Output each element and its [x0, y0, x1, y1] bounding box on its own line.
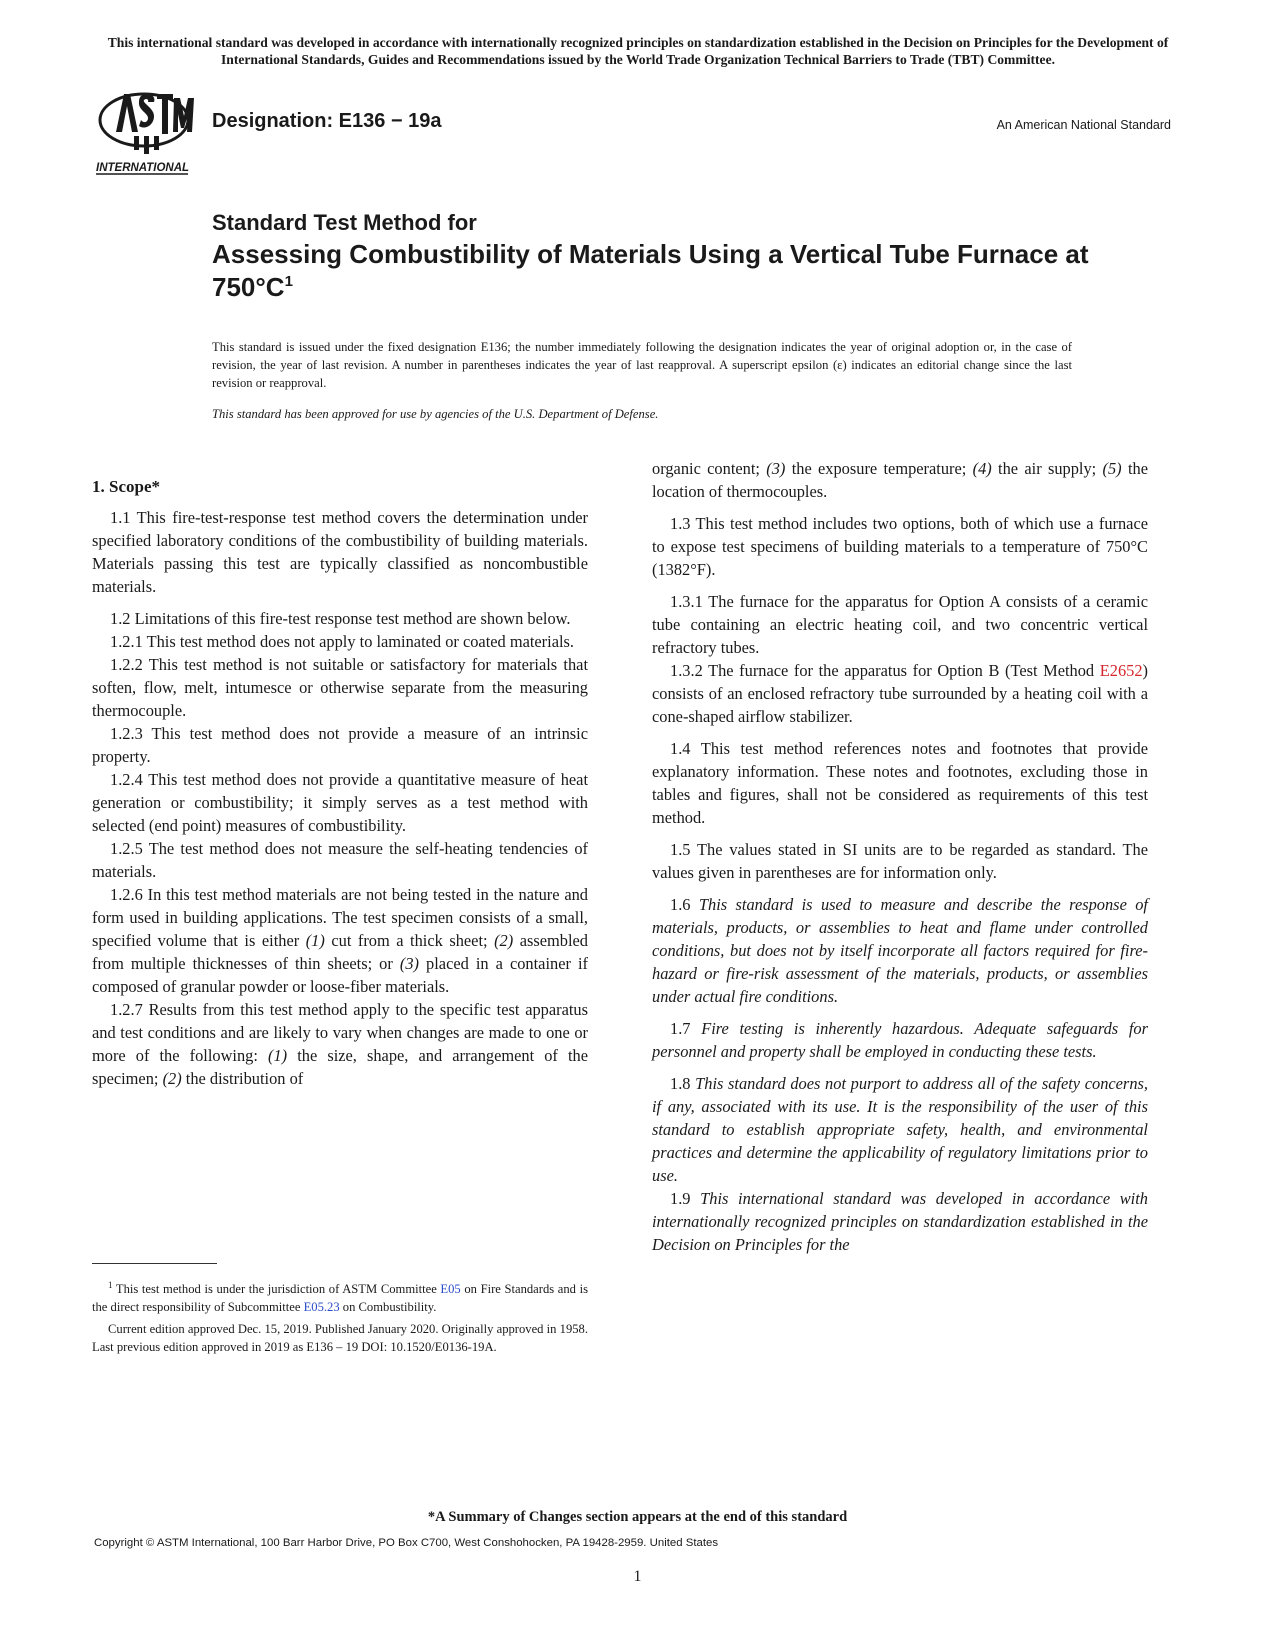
left-column [92, 475, 588, 1090]
page-number: 1 [633, 1568, 642, 1585]
para-1-2-7: 1.2.7 Results from this test method apply to the specific test apparatus and test conditions and are likely to vary when changes are made to one or more of the following: (1) the size, shape, and arrangement of the specimen; (2) the distribution of [92, 1000, 588, 1088]
footnote-edition: Current edition approved Dec. 15, 2019. Published January 2020. Originally approved in 1958. Last previous edition approved in 2019 as E136 – 19 DOI: 10.1520/E0136-19A. [92, 1322, 588, 1355]
title-line1: Standard Test Method for [212, 210, 477, 235]
para-1-8: 1.8 This standard does not purport to address all of the safety concerns, if any, associated with its use. It is the responsibility of the user of this standard to establish appropriate safety, health, and environmental practices and determine the applicability of regulatory limitations prior to use. [652, 1074, 1148, 1185]
footnotes [92, 1276, 588, 1360]
para-1-2-6: 1.2.6 In this test method materials are not being tested in the nature and form used in building applications. The test specimen consists of a small, specified volume that is either (1) cut from a thick sheet; (2) assembled from multiple thicknesses of thin sheets; or (3) placed in a container if composed of granular powder or loose-fiber materials. [92, 885, 589, 996]
para-1-7: 1.7 Fire testing is inherently hazardous. Adequate safeguards for personnel and property shall be employed in conducting these tests. [652, 1019, 1148, 1061]
copyright: Copyright © ASTM International, 100 Barr Harbor Drive, PO Box C700, West Conshohocken, PA 19428-2959. United States [94, 1537, 719, 1549]
title-footnote-ref[interactable]: 1 [284, 273, 293, 290]
section-heading-scope: 1. Scope* [92, 477, 160, 496]
american-national-standard: An American National Standard [996, 118, 1171, 132]
summary-of-changes-note: *A Summary of Changes section appears at the end of this standard [427, 1509, 848, 1525]
para-1-3-2: 1.3.2 The furnace for the apparatus for Option B (Test Method E2652) consists of an enclosed refractory tube surrounded by a heating coil with a cone-shaped airflow stabilizer. [652, 661, 1148, 726]
para-1-6: 1.6 This standard is used to measure and describe the response of materials, products, or assemblies to heat and flame under controlled conditions, but does not by itself incorporate all factors required for fire-hazard or fire-risk assessment of the materials, products, or assemblies under actual fire conditions. [652, 895, 1148, 1006]
para-1-1: 1.1 This fire-test-response test method covers the determination under specified laboratory conditions of the combustibility of building materials. Materials passing this test are typically classified as noncombustible materials. [92, 508, 588, 596]
right-column [652, 457, 1148, 1256]
para-1-2-1: 1.2.1 This test method does not apply to laminated or coated materials. [110, 632, 574, 651]
para-1-9: 1.9 This international standard was developed in accordance with internationally recognized principles on standardization established in the Decision on Principles for the [652, 1189, 1148, 1254]
title-block [212, 208, 1112, 304]
para-1-2-2: 1.2.2 This test method is not suitable or satisfactory for materials that soften, flow, melt, intumesce or otherwise separate from the measuring thermocouple. [92, 655, 588, 720]
para-1-2-3: 1.2.3 This test method does not provide a measure of an intrinsic property. [92, 724, 588, 766]
para-1-2-4: 1.2.4 This test method does not provide a quantitative measure of heat generation or combustibility; it simply serves as a test method with selected (end point) measures of combustibility. [92, 770, 588, 835]
para-1-2-5: 1.2.5 The test method does not measure the self-heating tendencies of materials. [92, 839, 588, 881]
para-1-2-7-continued: organic content; (3) the exposure temperature; (4) the air supply; (5) the location of thermocouples. [652, 459, 1148, 501]
para-1-3-1: 1.3.1 The furnace for the apparatus for Option A consists of a ceramic tube containing an electric heating coil, and two concentric vertical refractory tubes. [652, 592, 1148, 657]
para-1-3: 1.3 This test method includes two options, both of which use a furnace to expose test specimens of building materials to a temperature of 750°C (1382°F). [652, 514, 1148, 579]
para-1-5: 1.5 The values stated in SI units are to be regarded as standard. The values given in parentheses are for information only. [652, 840, 1148, 882]
designation: Designation: E136 − 19a [212, 110, 442, 132]
link-e05-23[interactable]: E05.23 [303, 1300, 340, 1315]
dod-note: This standard has been approved for use by agencies of the U.S. Department of Defense. [212, 407, 659, 421]
top-notice: This international standard was developed in accordance with internationally recognized principles on standardization established in the Decision on Principles for the Development of International Standards, Guides and Recommendations issued by the World Trade Organization Technical Barriers to Trade (TBT) Committee. [107, 35, 1169, 67]
para-1-4: 1.4 This test method references notes and footnotes that provide explanatory information. These notes and footnotes, excluding those in tables and figures, shall not be considered as requirements of this test method. [652, 739, 1148, 827]
link-e2652[interactable]: E2652 [1099, 661, 1143, 680]
title-main: Assessing Combustibility of Materials Using a Vertical Tube Furnace at $750^\circ C^1$ [212, 239, 1089, 302]
para-1-2: 1.2 Limitations of this fire-test response test method are shown below. [110, 609, 571, 628]
footnote-1: $^1$ This test method is under the jurisdiction of ASTM Committee E05 on Fire Standards and is the direct responsibility of Subcommittee E05.23 on Combustibility. [92, 1280, 588, 1315]
svg-text:INTERNATIONAL: INTERNATIONAL [96, 162, 190, 174]
footnote-divider [92, 1263, 217, 1264]
astm-international-logo-icon [94, 86, 200, 178]
link-e05[interactable]: E05 [440, 1282, 461, 1297]
astm-logo [94, 86, 200, 178]
issuance-note: This standard is issued under the fixed designation E136; the number immediately following the designation indicates the year of original adoption or, in the case of revision, the year of last revision. A number in parentheses indicates the year of last reapproval. A superscript epsilon (ε) indicates an editorial change since the last revision or reapproval. [212, 340, 1072, 390]
